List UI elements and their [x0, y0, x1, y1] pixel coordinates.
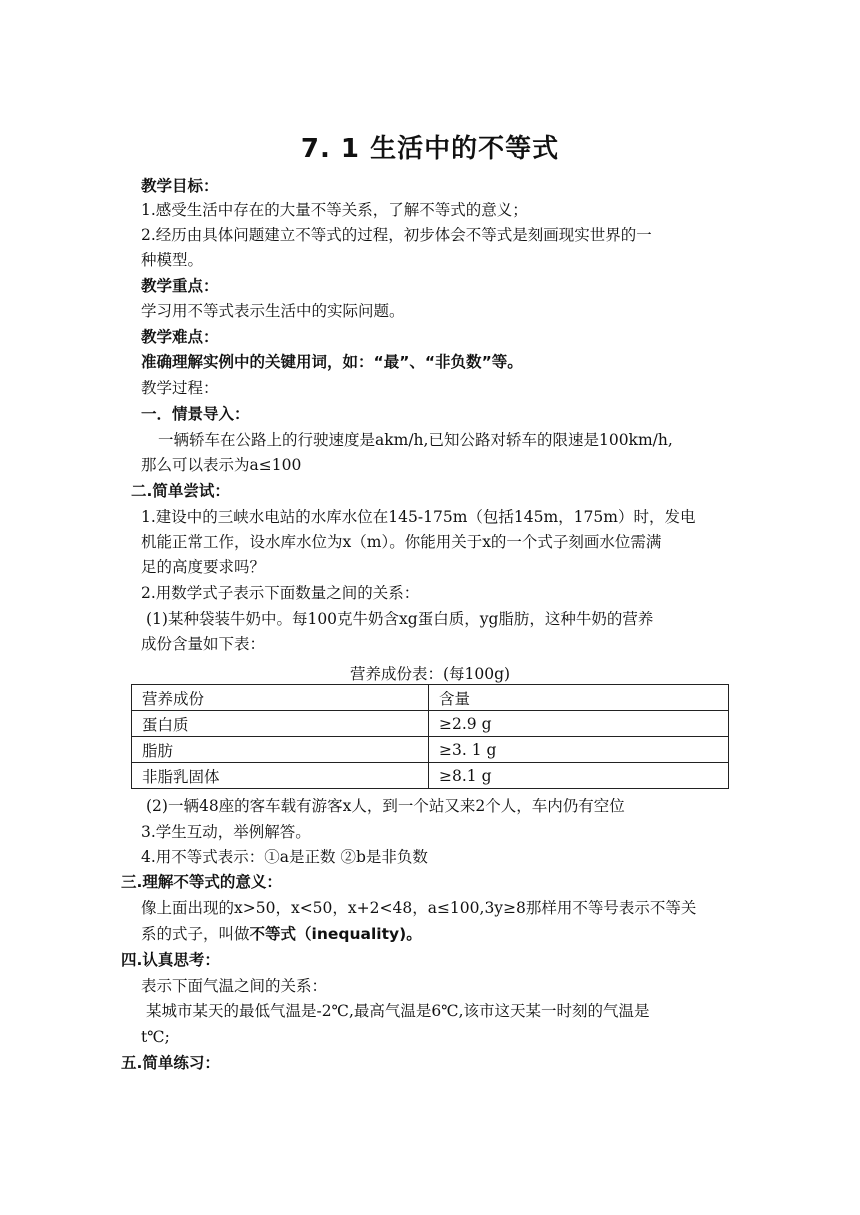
question-2b: (2)一辆48座的客车载有游客x人，到一个站又来2个人，车内仍有空位 [146, 797, 625, 815]
section-4-line-3: t℃; [141, 1028, 170, 1046]
question-2: 2.用数学式子表示下面数量之间的关系： [141, 584, 420, 602]
section-1-line-2: 那么可以表示为a≤100 [141, 456, 302, 474]
table-header-cell: 营养成份 [132, 685, 429, 711]
table-row [132, 763, 729, 789]
inequality-term: 不等式 [249, 925, 297, 943]
question-1-line-3: 足的高度要求吗？ [141, 558, 266, 576]
question-1-line-1: 1.建设中的三峡水电站的水库水位在145-175m（包括145m，175m）时，发电 [141, 508, 696, 526]
question-4: 4.用不等式表示：①a是正数 ②b是非负数 [141, 848, 428, 866]
section-2-heading: 二.简单尝试： [131, 482, 230, 500]
objectives-heading: 教学目标： [141, 177, 219, 195]
question-1-line-2: 机能正常工作，设水库水位为x（m）。你能用关于x的一个式子刻画水位需满 [141, 533, 662, 551]
section-3-line-2-pre: 系的式子，叫做 [141, 925, 250, 943]
section-3-heading: 三.理解不等式的意义： [121, 873, 282, 891]
objective-item-2-line-2: 种模型。 [141, 251, 204, 269]
section-3-line-2-post: （inequality)。 [296, 925, 422, 943]
table-cell: 非脂乳固体 [132, 763, 429, 789]
section-1-line-1: 一辆轿车在公路上的行驶速度是akm/h,已知公路对轿车的限速是100km/h, [158, 431, 673, 449]
question-2a-line-1: (1)某种袋装牛奶中。每100克牛奶含xg蛋白质，yg脂肪，这种牛奶的营养 [146, 610, 654, 628]
key-point-text: 学习用不等式表示生活中的实际问题。 [141, 302, 405, 320]
page-title: 7. 1 生活中的不等式 [300, 134, 560, 164]
table-cell: ≥3. 1 g [429, 737, 729, 763]
section-3-line-2 [141, 924, 422, 944]
key-point-heading: 教学重点： [141, 277, 219, 295]
section-5-heading: 五.简单练习： [121, 1054, 220, 1072]
difficulty-text: 准确理解实例中的关键用词，如：“最”、“非负数”等。 [141, 353, 523, 371]
table-caption: 营养成份表：(每100g) [349, 665, 511, 683]
table-row [132, 737, 729, 763]
process-heading: 教学过程： [141, 379, 219, 397]
objective-item-1: 1.感受生活中存在的大量不等关系，了解不等式的意义； [141, 201, 528, 219]
table-header-cell: 含量 [429, 685, 729, 711]
section-4-heading: 四.认真思考： [121, 951, 220, 969]
table-cell: 脂肪 [132, 737, 429, 763]
table-cell: ≥2.9 g [429, 711, 729, 737]
difficulty-heading: 教学难点： [141, 328, 219, 346]
section-4-line-1: 表示下面气温之间的关系： [141, 977, 328, 995]
section-1-heading: 一．情景导入： [141, 405, 250, 423]
table-cell: 蛋白质 [132, 711, 429, 737]
table-cell: ≥8.1 g [429, 763, 729, 789]
table-header-row [132, 685, 729, 711]
question-2a-line-2: 成份含量如下表： [141, 635, 266, 653]
section-3-line-1: 像上面出现的x>50，x<50，x+2<48，a≤100,3y≥8那样用不等号表示不等关 [141, 899, 697, 917]
table-row [132, 711, 729, 737]
objective-item-2-line-1: 2.经历由具体问题建立不等式的过程，初步体会不等式是刻画现实世界的一 [141, 226, 652, 244]
nutrition-table [131, 684, 729, 789]
section-4-line-2: 某城市某天的最低气温是-2℃,最高气温是6℃,该市这天某一时刻的气温是 [146, 1002, 650, 1020]
question-3: 3.学生互动，举例解答。 [141, 823, 311, 841]
